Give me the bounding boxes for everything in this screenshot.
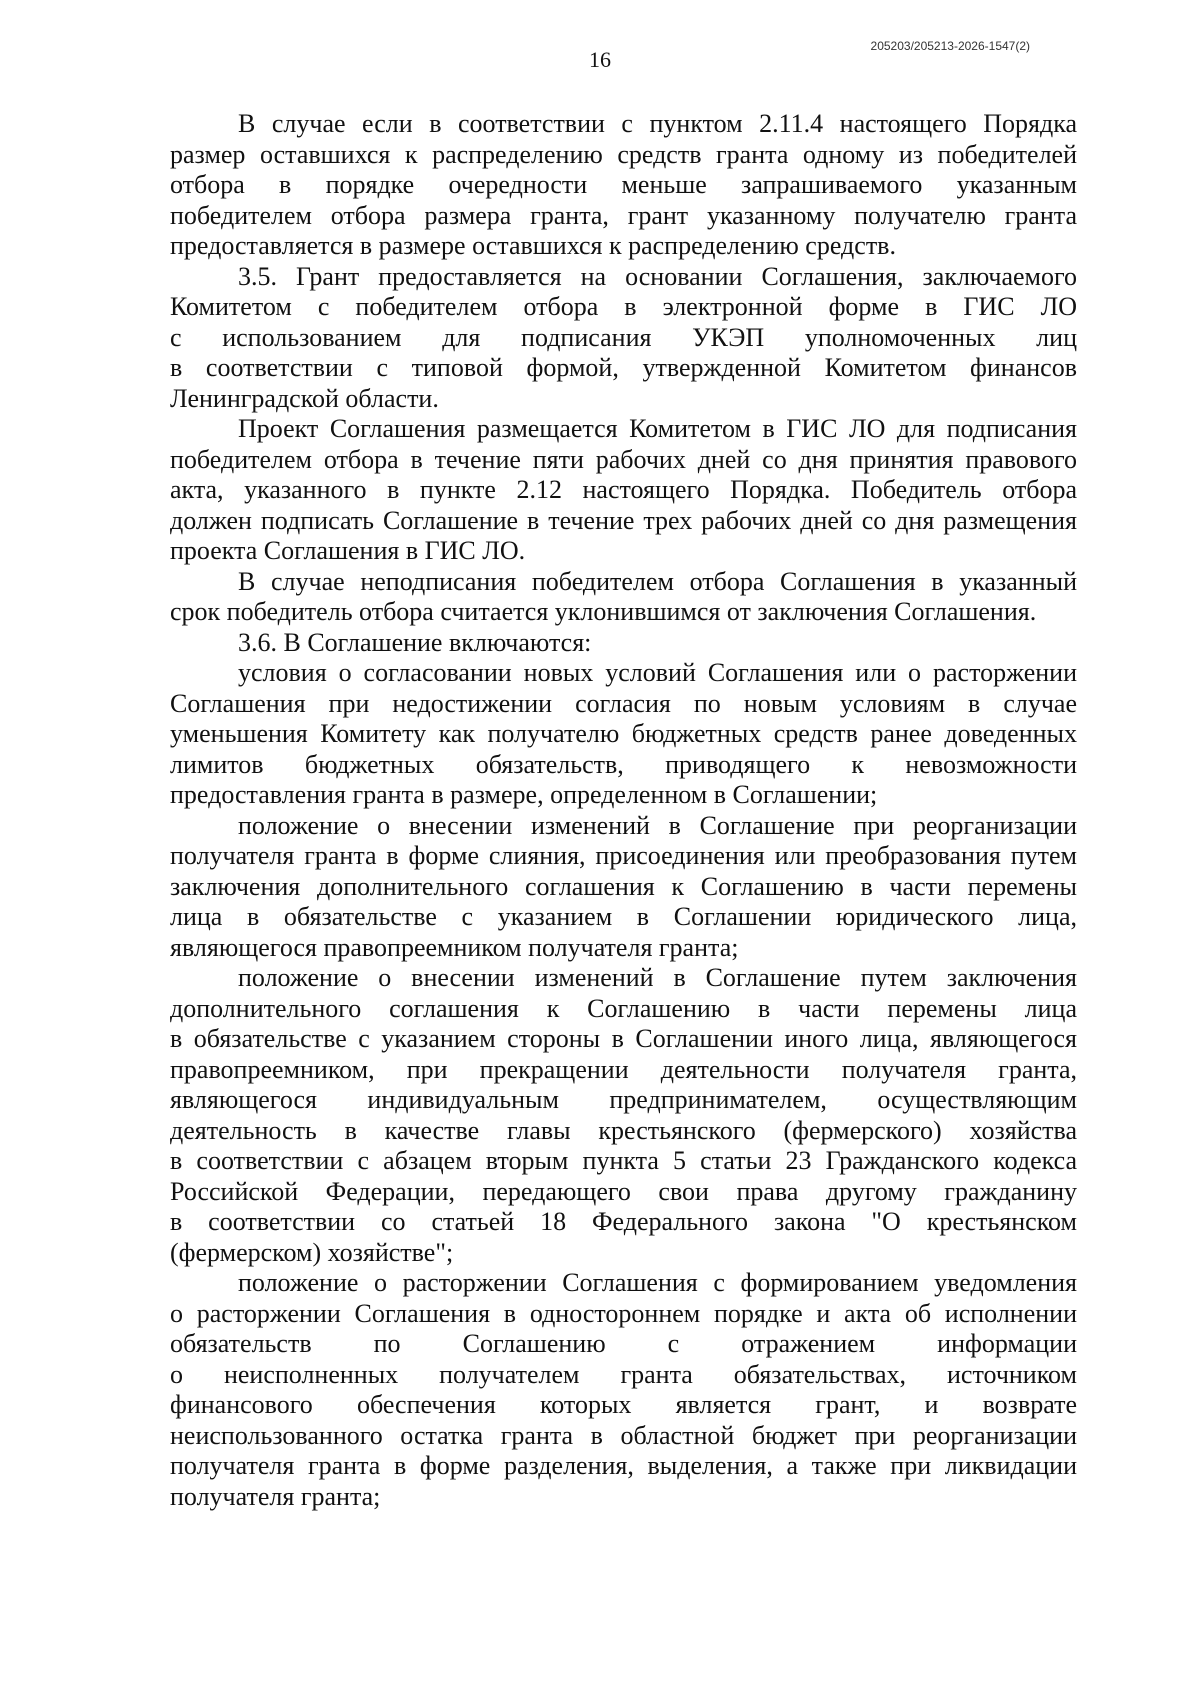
paragraph-line: являющегося правопреемником получателя гранта; [170, 932, 739, 962]
paragraph-line: Соглашения при недостижении согласия по новым условиям в случае [170, 688, 1077, 718]
paragraph-line: размер оставшихся к распределению средств гранта одному из победителей [170, 139, 1077, 169]
paragraph [170, 963, 1077, 1268]
paragraph-line: правопреемником, при прекращении деятельности получателя гранта, [170, 1054, 1077, 1084]
paragraph-line: срок победитель отбора считается уклонившимся от заключения Соглашения. [170, 597, 1037, 626]
paragraph-line: о расторжении Соглашения в одностороннем порядке и акта об исполнении [170, 1298, 1077, 1328]
paragraph-line: победителем отбора размера гранта, грант указанному получателю гранта [170, 200, 1077, 230]
paragraph-line: победителем отбора в течение пяти рабочих дней со дня принятия правового [170, 444, 1077, 474]
paragraph-line: Российской Федерации, передающего свои права другому гражданину [170, 1176, 1077, 1206]
paragraph [170, 628, 1077, 659]
paragraph [170, 414, 1077, 567]
paragraph [170, 658, 1077, 811]
paragraph-line: в соответствии со статьей 18 Федерального закона "О крестьянском [170, 1207, 1077, 1236]
paragraph-line: неиспользованного остатка гранта в областной бюджет при реорганизации [170, 1420, 1077, 1450]
paragraph-line: с использованием для подписания УКЭП уполномоченных лиц [170, 322, 1077, 352]
paragraph [170, 1268, 1077, 1512]
paragraph-line: заключения дополнительного соглашения к Соглашению в части перемены [170, 871, 1077, 901]
paragraph-line: положение о расторжении Соглашения с формированием уведомления [238, 1268, 1077, 1297]
paragraph-line: финансового обеспечения которых является грант, и возврате [170, 1390, 1077, 1419]
paragraph [170, 109, 1077, 262]
paragraph-line: должен подписать Соглашение в течение трех рабочих дней со дня размещения [170, 505, 1077, 535]
document-body [170, 109, 1077, 1512]
paragraph-line: предоставляется в размере оставшихся к распределению средств. [170, 231, 896, 260]
paragraph-line: положение о внесении изменений в Соглашение путем заключения [238, 963, 1077, 992]
paragraph-line: уменьшения Комитету как получателю бюджетных средств ранее доведенных [170, 719, 1077, 748]
paragraph-line: дополнительного соглашения к Соглашению в части перемены лица [170, 993, 1077, 1023]
paragraph-line: лимитов бюджетных обязательств, приводящего к невозможности [170, 749, 1077, 779]
page-number: 16 [589, 47, 611, 72]
paragraph-line: (фермерском) хозяйстве"; [170, 1237, 454, 1267]
paragraph [170, 262, 1077, 415]
paragraph [170, 811, 1077, 964]
paragraph-line: обязательств по Соглашению с отражением информации [170, 1329, 1077, 1358]
paragraph-line: лица в обязательстве с указанием в Соглашении юридического лица, [170, 902, 1077, 931]
paragraph-line: Ленинградской области. [170, 383, 439, 413]
paragraph-line: 3.5. Грант предоставляется на основании Соглашения, заключаемого [238, 261, 1077, 291]
paragraph-line: В случае неподписания победителем отбора Соглашения в указанный [238, 566, 1077, 596]
paragraph-line: о неисполненных получателем гранта обязательствах, источником [170, 1359, 1077, 1389]
paragraph-line: условия о согласовании новых условий Соглашения или о расторжении [238, 658, 1077, 687]
paragraph-line: В случае если в соответствии с пунктом 2.11.4 настоящего Порядка [238, 109, 1077, 138]
paragraph-line: в соответствии с типовой формой, утвержденной Комитетом финансов [170, 353, 1077, 382]
paragraph-line: в соответствии с абзацем вторым пункта 5 статьи 23 Гражданского кодекса [170, 1146, 1077, 1175]
paragraph-line: в обязательстве с указанием стороны в Соглашении иного лица, являющегося [170, 1024, 1077, 1053]
paragraph-line: получателя гранта в форме разделения, выделения, а также при ликвидации [170, 1451, 1077, 1480]
paragraph-line: 3.6. В Соглашение включаются: [238, 627, 592, 657]
paragraph-line: предоставления гранта в размере, определенном в Соглашении; [170, 780, 878, 809]
paragraph-line: проекта Соглашения в ГИС ЛО. [170, 536, 526, 565]
paragraph-line: акта, указанного в пункте 2.12 настоящего Порядка. Победитель отбора [170, 475, 1077, 504]
paragraph-line: Комитетом с победителем отбора в электронной форме в ГИС ЛО [170, 292, 1077, 321]
paragraph-line: отбора в порядке очередности меньше запрашиваемого указанным [170, 170, 1077, 199]
paragraph [170, 567, 1077, 628]
paragraph-line: деятельность в качестве главы крестьянского (фермерского) хозяйства [170, 1115, 1077, 1145]
document-code: 205203/205213-2026-1547(2) [870, 39, 1030, 53]
paragraph-line: являющегося индивидуальным предпринимателем, осуществляющим [170, 1085, 1077, 1114]
paragraph-line: Проект Соглашения размещается Комитетом в ГИС ЛО для подписания [238, 414, 1077, 443]
paragraph-line: получателя гранта в форме слияния, присоединения или преобразования путем [170, 841, 1077, 870]
paragraph-line: получателя гранта; [170, 1481, 381, 1511]
paragraph-line: положение о внесении изменений в Соглашение при реорганизации [238, 810, 1077, 840]
